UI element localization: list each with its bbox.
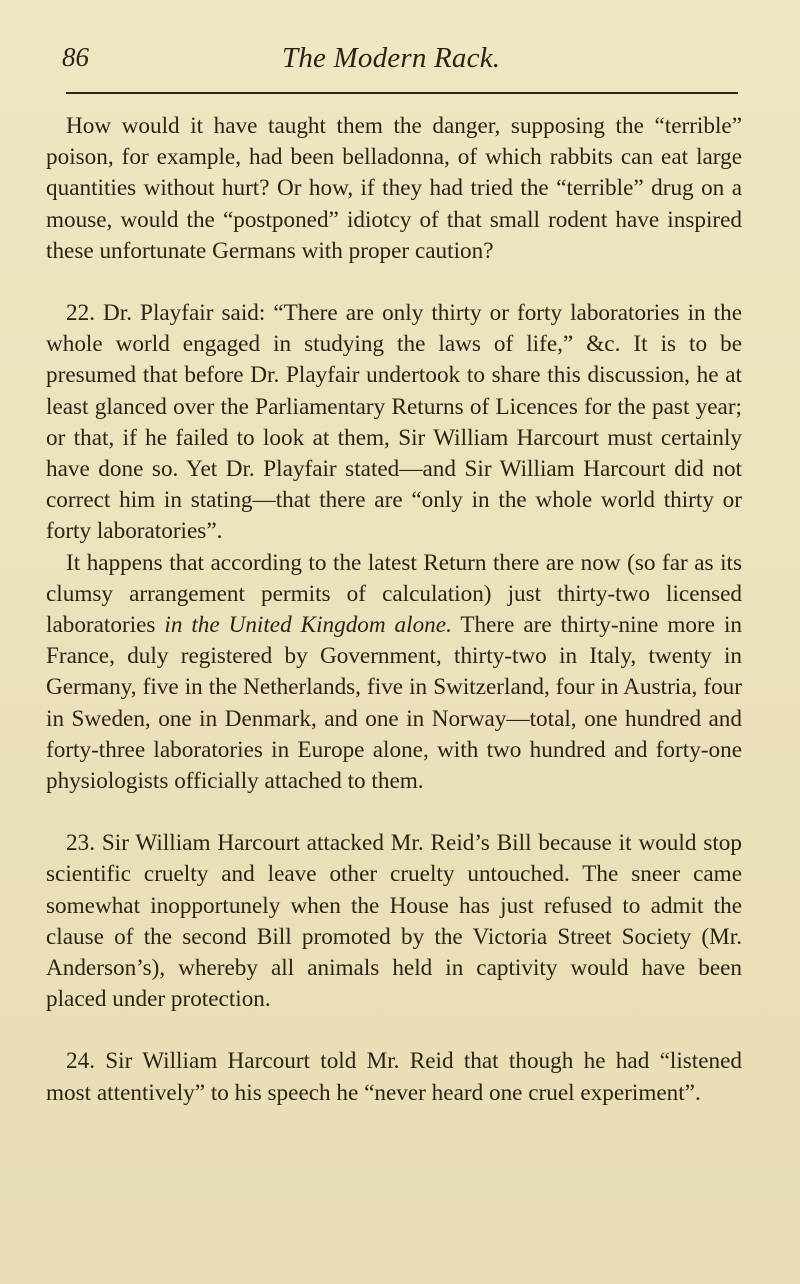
paragraph-text: There are thirty-nine more in France, duly registered by Government, thirty-two in Italy, twenty in Germany, five in the Netherlands, five in Switzerland, four in Austria, four in Sweden, one in Denmark, and one in Norway—total, one hundred and forty-three laboratories in Europe alone, with two hundred and forty-one physiologists officially attached to them. <box>46 612 742 795</box>
paragraph-24: 24. Sir William Harcourt told Mr. Reid that though he had “listened most attentively” to his speech he “never heard one cruel experiment”. <box>46 1048 742 1106</box>
paragraph-23: 23. Sir William Harcourt attacked Mr. Reid’s Bill because it would stop scientific cruelty and leave other cruelty untouched. The sneer came somewhat inopportunely when the House has just refused to admit the clause of the second Bill promoted by the Victoria Street Society (Mr. Anderson’s), whereby all animals held in captivity would have been placed under protection. <box>46 830 742 1013</box>
page-number: 86 <box>62 42 89 72</box>
emphasis-text: in the United Kingdom alone. <box>164 612 452 639</box>
running-title: The Modern Rack. <box>282 42 501 74</box>
paragraph-text: It happens that according to the latest Return there are now (so far as its clumsy arrangement permits of calculation) just thirty-two licensed laboratories <box>46 549 742 639</box>
body-text <box>46 111 742 1109</box>
paragraph-22: 22. Dr. Playfair said: “There are only thirty or forty laboratories in the whole world engaged in studying the laws of life,” &c. It is to be presumed that before Dr. Playfair undertook to share this discussion, he at least glanced over the Parliamentary Returns of Licences for the past year; or that, if he failed to look at them, Sir William Harcourt must certainly have done so. Yet Dr. Playfair stated—and Sir William Harcourt did not correct him in stating—that there are “only in the whole world thirty or forty laboratories”. <box>46 300 742 545</box>
paragraph-intro: How would it have taught them the danger, supposing the “terrible” poison, for example, had been belladonna, of which rabbits can eat large quantities without hurt? Or how, if they had tried the “terrible” drug on a mouse, would the “postponed” idiotcy of that small rodent have inspired these unfortunate Germans with proper caution? <box>46 113 742 264</box>
header-rule <box>66 92 738 94</box>
page-header <box>62 42 740 82</box>
paragraph-22-continued <box>46 548 742 798</box>
